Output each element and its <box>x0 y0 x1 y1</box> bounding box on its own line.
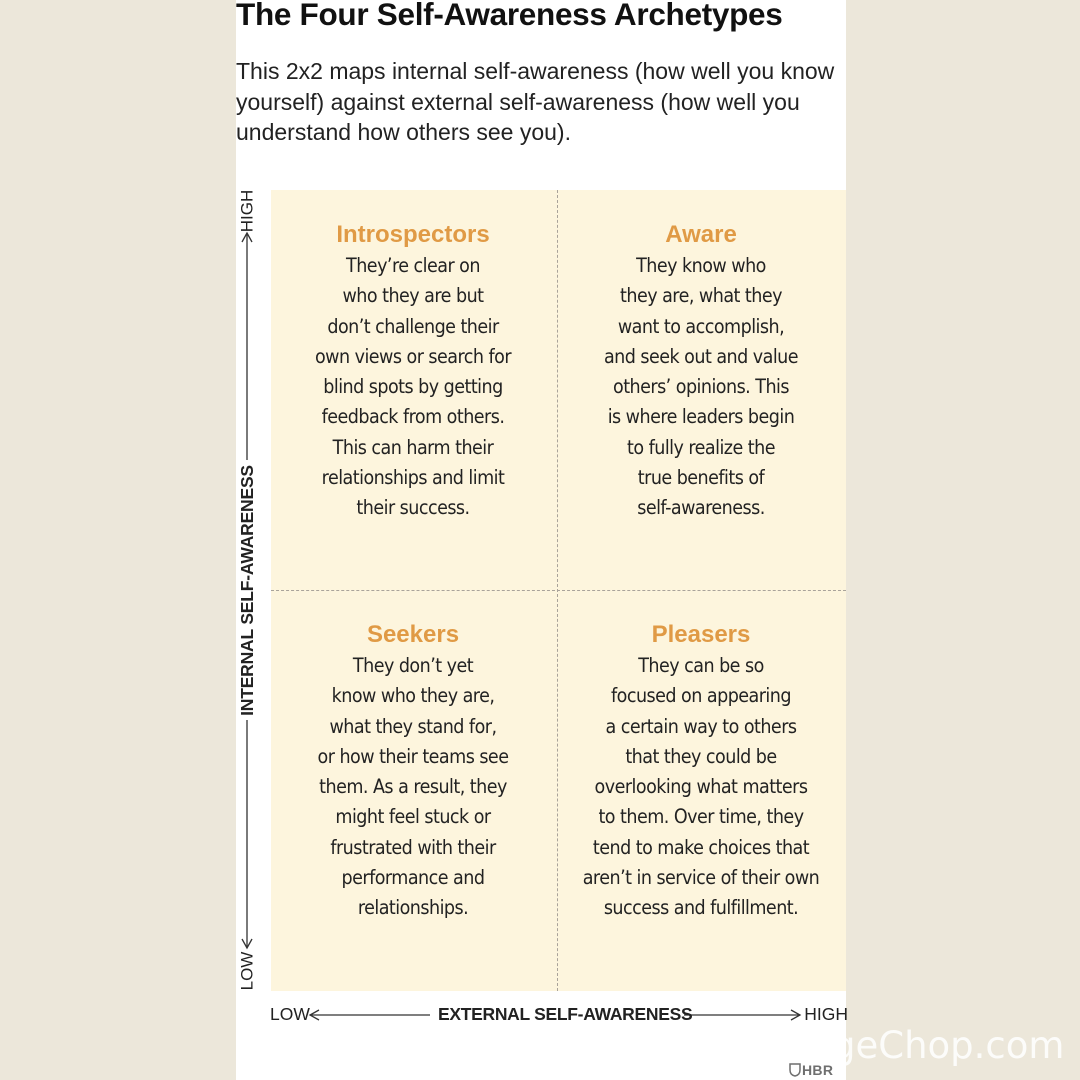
x-axis <box>268 1000 848 1030</box>
quadrant-description <box>572 251 829 524</box>
description-line: what they stand for, <box>329 714 497 738</box>
description-line: focused on appearing <box>611 684 791 708</box>
description-line: that they could be <box>625 744 777 768</box>
horizontal-divider <box>271 590 846 591</box>
description-line: performance and <box>341 866 485 890</box>
quadrant-title: Aware <box>665 221 737 248</box>
y-axis-low-label-wrap <box>230 950 264 992</box>
quadrant-description <box>284 651 541 924</box>
quadrant-description <box>284 251 541 524</box>
y-axis <box>230 190 264 991</box>
x-axis-high-label: HIGH <box>804 1004 848 1024</box>
description-line: their success. <box>356 496 470 520</box>
quadrant-description <box>572 651 829 924</box>
quadrant-grid <box>271 190 846 991</box>
description-line: own views or search for <box>314 344 512 368</box>
description-line: success and fulfillment. <box>603 896 799 920</box>
y-axis-high-label: HIGH <box>237 189 256 233</box>
description-line: relationships and limit <box>321 466 505 490</box>
description-line: They can be so <box>638 654 764 677</box>
description-line: don’t challenge their <box>327 314 499 338</box>
quadrant-pleasers <box>558 620 844 924</box>
description-line: relationships. <box>357 896 469 920</box>
description-line: blind spots by getting <box>323 375 503 399</box>
x-axis-low-label: LOW <box>270 1004 310 1024</box>
description-line: This can harm their <box>332 435 494 459</box>
shield-icon <box>789 1063 801 1077</box>
quadrant-title: Introspectors <box>336 221 490 248</box>
x-axis-title: EXTERNAL SELF-AWARENESS <box>438 1004 693 1024</box>
quadrant-title: Seekers <box>366 621 460 648</box>
description-line: They don’t yet <box>352 654 474 677</box>
quadrant-title: Pleasers <box>651 621 751 648</box>
description-line: aren’t in service of their own <box>582 866 820 890</box>
description-line: frustrated with their <box>330 835 496 859</box>
description-line: or how their teams see <box>317 744 509 768</box>
y-axis-low-label: LOW <box>237 951 257 991</box>
description-line: others’ opinions. This <box>613 375 789 399</box>
description-line: true benefits of <box>637 466 765 490</box>
hbr-logo <box>789 1062 833 1078</box>
description-line: know who they are, <box>331 684 495 708</box>
description-line: They know who <box>636 254 766 277</box>
quadrant-seekers <box>270 620 556 924</box>
description-line: overlooking what matters <box>594 775 808 799</box>
description-line: is where leaders begin <box>607 405 795 429</box>
description-line: tend to make choices that <box>592 835 810 859</box>
description-line: feedback from others. <box>321 405 505 429</box>
quadrant-introspectors <box>270 220 556 524</box>
description-line: might feel stuck or <box>335 805 491 829</box>
brand-text: HBR <box>802 1062 834 1078</box>
y-axis-title-wrap <box>230 464 264 716</box>
description-line: to them. Over time, they <box>598 805 804 829</box>
description-line: they are, what they <box>620 284 782 308</box>
description-line: and seek out and value <box>603 344 799 368</box>
description-line: them. As a result, they <box>319 775 507 799</box>
y-axis-title: INTERNAL SELF-AWARENESS <box>236 464 257 716</box>
description-line: to fully realize the <box>627 435 775 459</box>
description-line: a certain way to others <box>605 714 797 738</box>
description-line: who they are but <box>342 284 484 308</box>
watermark-text: geChop.com <box>832 1024 1065 1067</box>
page-subtitle: This 2x2 maps internal self-awareness (how well you know yourself) against external self-awareness (how well you understand how others see you). <box>236 58 835 145</box>
description-line: self-awareness. <box>637 496 765 520</box>
description-line: They’re clear on <box>346 254 480 277</box>
y-axis-high-label-wrap <box>230 190 264 232</box>
description-line: want to accomplish, <box>617 314 785 338</box>
page-title: The Four Self-Awareness Archetypes <box>236 0 783 32</box>
quadrant-aware <box>558 220 844 524</box>
